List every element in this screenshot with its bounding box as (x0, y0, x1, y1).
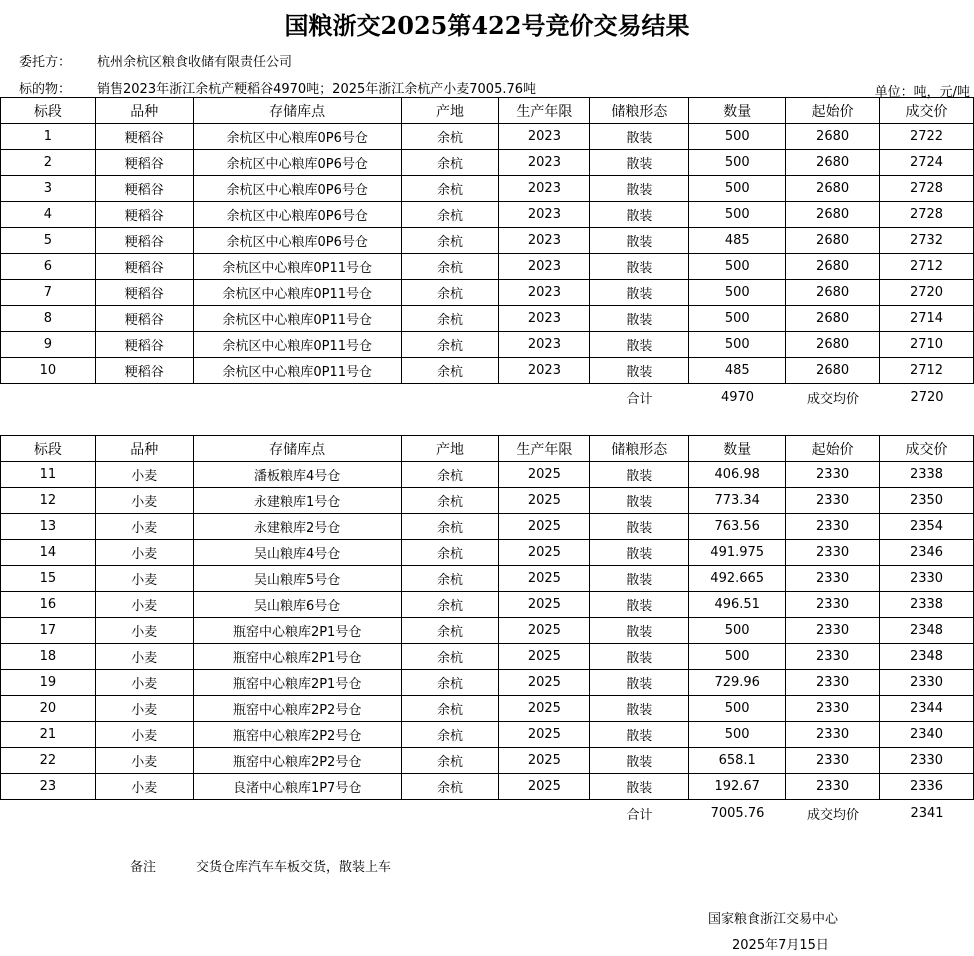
column-header: 品种 (95, 436, 193, 462)
storage-location-cell: 吴山粮库4号仓 (193, 540, 401, 566)
production-year-cell: 2025 (499, 618, 590, 644)
production-year-cell: 2025 (499, 566, 590, 592)
deal-price-cell: 2354 (880, 514, 974, 540)
lot-cell: 11 (1, 462, 96, 488)
production-year-cell: 2023 (499, 124, 590, 150)
quantity-cell: 496.51 (689, 592, 786, 618)
table-row (1, 488, 974, 514)
variety-cell: 小麦 (95, 488, 193, 514)
page-title: 国粮浙交2025第422号竞价交易结果 (284, 11, 690, 40)
lot-cell: 3 (1, 176, 96, 202)
issuer-name: 国家粮食浙江交易中心 (708, 912, 839, 927)
start-price-cell: 2330 (786, 670, 880, 696)
quantity-cell: 500 (689, 150, 786, 176)
production-year-cell: 2025 (499, 592, 590, 618)
quantity-cell: 729.96 (689, 670, 786, 696)
lot-cell: 4 (1, 202, 96, 228)
origin-cell: 余杭 (401, 774, 499, 800)
variety-cell: 粳稻谷 (95, 150, 193, 176)
lot-cell: 12 (1, 488, 96, 514)
storage-form-cell: 散装 (590, 618, 689, 644)
start-price-cell: 2330 (786, 592, 880, 618)
storage-form-cell: 散装 (590, 358, 689, 384)
column-header: 标段 (1, 436, 96, 462)
deal-price-cell: 2714 (880, 306, 974, 332)
storage-location-cell: 吴山粮库6号仓 (193, 592, 401, 618)
storage-form-cell: 散装 (590, 176, 689, 202)
variety-cell: 小麦 (95, 722, 193, 748)
start-price-cell: 2680 (786, 150, 880, 176)
production-year-cell: 2023 (499, 228, 590, 254)
storage-location-cell: 余杭区中心粮库0P6号仓 (193, 150, 401, 176)
table-row (1, 514, 974, 540)
lot-cell: 10 (1, 358, 96, 384)
storage-form-cell: 散装 (590, 514, 689, 540)
variety-cell: 小麦 (95, 670, 193, 696)
quantity-cell: 500 (689, 618, 786, 644)
table-row (1, 280, 974, 306)
deal-price-cell: 2348 (880, 618, 974, 644)
production-year-cell: 2025 (499, 722, 590, 748)
wheat-results-table (0, 435, 974, 800)
quantity-cell: 500 (689, 644, 786, 670)
column-header: 产地 (401, 436, 499, 462)
storage-location-cell: 良渚中心粮库1P7号仓 (193, 774, 401, 800)
production-year-cell: 2025 (499, 644, 590, 670)
start-price-cell: 2330 (786, 514, 880, 540)
column-header: 起始价 (786, 98, 880, 124)
start-price-cell: 2330 (786, 644, 880, 670)
column-header: 标段 (1, 98, 96, 124)
origin-cell: 余杭 (401, 358, 499, 384)
production-year-cell: 2023 (499, 254, 590, 280)
storage-location-cell: 瓶窑中心粮库2P2号仓 (193, 696, 401, 722)
client-value: 杭州余杭区粮食收储有限责任公司 (97, 55, 293, 70)
start-price-cell: 2330 (786, 566, 880, 592)
origin-cell: 余杭 (401, 202, 499, 228)
quantity-cell: 500 (689, 280, 786, 306)
lot-cell: 7 (1, 280, 96, 306)
production-year-cell: 2025 (499, 514, 590, 540)
deal-price-cell: 2722 (880, 124, 974, 150)
avg-price-label: 成交均价 (806, 391, 859, 407)
lot-cell: 16 (1, 592, 96, 618)
avg-price: 2720 (910, 389, 944, 405)
total-quantity: 7005.76 (710, 805, 765, 821)
deal-price-cell: 2330 (880, 748, 974, 774)
storage-location-cell: 瓶窑中心粮库2P2号仓 (193, 748, 401, 774)
avg-price: 2341 (910, 805, 944, 821)
production-year-cell: 2023 (499, 202, 590, 228)
start-price-cell: 2330 (786, 748, 880, 774)
lot-cell: 17 (1, 618, 96, 644)
column-header: 生产年限 (499, 436, 590, 462)
table-row (1, 358, 974, 384)
origin-cell: 余杭 (401, 722, 499, 748)
table-row (1, 696, 974, 722)
variety-cell: 小麦 (95, 540, 193, 566)
storage-form-cell: 散装 (590, 592, 689, 618)
lot-cell: 1 (1, 124, 96, 150)
start-price-cell: 2680 (786, 332, 880, 358)
production-year-cell: 2025 (499, 670, 590, 696)
deal-price-cell: 2338 (880, 462, 974, 488)
production-year-cell: 2025 (499, 540, 590, 566)
origin-cell: 余杭 (401, 176, 499, 202)
wheat-total-row (0, 800, 974, 826)
origin-cell: 余杭 (401, 748, 499, 774)
production-year-cell: 2025 (499, 748, 590, 774)
table-row (1, 150, 974, 176)
table-row (1, 722, 974, 748)
variety-cell: 粳稻谷 (95, 254, 193, 280)
origin-cell: 余杭 (401, 618, 499, 644)
client-label: 委托方： (19, 55, 72, 70)
quantity-cell: 763.56 (689, 514, 786, 540)
storage-form-cell: 散装 (590, 332, 689, 358)
lot-cell: 14 (1, 540, 96, 566)
rice-results-table (0, 97, 974, 384)
table-row (1, 306, 974, 332)
quantity-cell: 500 (689, 202, 786, 228)
storage-location-cell: 余杭区中心粮库0P6号仓 (193, 228, 401, 254)
variety-cell: 粳稻谷 (95, 280, 193, 306)
production-year-cell: 2025 (499, 488, 590, 514)
lot-cell: 20 (1, 696, 96, 722)
start-price-cell: 2330 (786, 618, 880, 644)
lot-cell: 23 (1, 774, 96, 800)
variety-cell: 小麦 (95, 774, 193, 800)
table-row (1, 228, 974, 254)
column-header: 品种 (95, 98, 193, 124)
storage-form-cell: 散装 (590, 670, 689, 696)
table-row (1, 462, 974, 488)
quantity-cell: 773.34 (689, 488, 786, 514)
subject-value: 销售2023年浙江余杭产粳稻谷4970吨；2025年浙江余杭产小麦7005.76吨 (97, 82, 537, 97)
column-header: 起始价 (786, 436, 880, 462)
storage-form-cell: 散装 (590, 774, 689, 800)
quantity-cell: 491.975 (689, 540, 786, 566)
rice-total-row (0, 384, 974, 410)
start-price-cell: 2330 (786, 722, 880, 748)
storage-form-cell: 散装 (590, 566, 689, 592)
deal-price-cell: 2724 (880, 150, 974, 176)
variety-cell: 小麦 (95, 592, 193, 618)
origin-cell: 余杭 (401, 592, 499, 618)
storage-location-cell: 永建粮库2号仓 (193, 514, 401, 540)
start-price-cell: 2680 (786, 358, 880, 384)
storage-location-cell: 瓶窑中心粮库2P1号仓 (193, 644, 401, 670)
origin-cell: 余杭 (401, 670, 499, 696)
start-price-cell: 2330 (786, 696, 880, 722)
storage-location-cell: 余杭区中心粮库0P6号仓 (193, 124, 401, 150)
column-header: 数量 (689, 98, 786, 124)
storage-form-cell: 散装 (590, 462, 689, 488)
storage-location-cell: 余杭区中心粮库0P11号仓 (193, 254, 401, 280)
deal-price-cell: 2720 (880, 280, 974, 306)
deal-price-cell: 2338 (880, 592, 974, 618)
deal-price-cell: 2346 (880, 540, 974, 566)
table-row (1, 748, 974, 774)
production-year-cell: 2023 (499, 150, 590, 176)
quantity-cell: 500 (689, 254, 786, 280)
origin-cell: 余杭 (401, 644, 499, 670)
deal-price-cell: 2712 (880, 254, 974, 280)
column-header: 储粮形态 (590, 98, 689, 124)
origin-cell: 余杭 (401, 150, 499, 176)
deal-price-cell: 2344 (880, 696, 974, 722)
quantity-cell: 658.1 (689, 748, 786, 774)
quantity-cell: 500 (689, 176, 786, 202)
storage-form-cell: 散装 (590, 202, 689, 228)
table-row (1, 124, 974, 150)
storage-form-cell: 散装 (590, 644, 689, 670)
variety-cell: 小麦 (95, 748, 193, 774)
lot-cell: 15 (1, 566, 96, 592)
total-label: 合计 (626, 807, 653, 823)
start-price-cell: 2680 (786, 176, 880, 202)
start-price-cell: 2680 (786, 280, 880, 306)
deal-price-cell: 2348 (880, 644, 974, 670)
start-price-cell: 2680 (786, 202, 880, 228)
quantity-cell: 500 (689, 696, 786, 722)
issue-date: 2025年7月15日 (732, 938, 829, 953)
column-header: 成交价 (880, 436, 974, 462)
storage-location-cell: 瓶窑中心粮库2P2号仓 (193, 722, 401, 748)
table-row (1, 618, 974, 644)
lot-cell: 9 (1, 332, 96, 358)
lot-cell: 18 (1, 644, 96, 670)
variety-cell: 粳稻谷 (95, 124, 193, 150)
storage-form-cell: 散装 (590, 124, 689, 150)
deal-price-cell: 2350 (880, 488, 974, 514)
lot-cell: 6 (1, 254, 96, 280)
storage-form-cell: 散装 (590, 696, 689, 722)
storage-location-cell: 潘板粮库4号仓 (193, 462, 401, 488)
deal-price-cell: 2712 (880, 358, 974, 384)
storage-location-cell: 瓶窑中心粮库2P1号仓 (193, 618, 401, 644)
deal-price-cell: 2330 (880, 566, 974, 592)
origin-cell: 余杭 (401, 696, 499, 722)
storage-form-cell: 散装 (590, 306, 689, 332)
origin-cell: 余杭 (401, 488, 499, 514)
quantity-cell: 485 (689, 358, 786, 384)
production-year-cell: 2025 (499, 696, 590, 722)
quantity-cell: 406.98 (689, 462, 786, 488)
lot-cell: 5 (1, 228, 96, 254)
storage-form-cell: 散装 (590, 488, 689, 514)
storage-location-cell: 余杭区中心粮库0P11号仓 (193, 280, 401, 306)
lot-cell: 19 (1, 670, 96, 696)
origin-cell: 余杭 (401, 514, 499, 540)
lot-cell: 2 (1, 150, 96, 176)
storage-location-cell: 余杭区中心粮库0P6号仓 (193, 176, 401, 202)
quantity-cell: 500 (689, 306, 786, 332)
remark-text: 交货仓库汽车车板交货，散装上车 (196, 860, 392, 875)
origin-cell: 余杭 (401, 280, 499, 306)
storage-form-cell: 散装 (590, 254, 689, 280)
variety-cell: 粳稻谷 (95, 228, 193, 254)
storage-location-cell: 余杭区中心粮库0P11号仓 (193, 332, 401, 358)
start-price-cell: 2330 (786, 462, 880, 488)
variety-cell: 小麦 (95, 462, 193, 488)
storage-location-cell: 永建粮库1号仓 (193, 488, 401, 514)
subject-label: 标的物： (19, 82, 72, 97)
deal-price-cell: 2330 (880, 670, 974, 696)
start-price-cell: 2680 (786, 254, 880, 280)
variety-cell: 粳稻谷 (95, 358, 193, 384)
storage-form-cell: 散装 (590, 748, 689, 774)
start-price-cell: 2330 (786, 488, 880, 514)
storage-location-cell: 吴山粮库5号仓 (193, 566, 401, 592)
variety-cell: 小麦 (95, 618, 193, 644)
storage-location-cell: 余杭区中心粮库0P11号仓 (193, 306, 401, 332)
column-header: 储粮形态 (590, 436, 689, 462)
quantity-cell: 500 (689, 124, 786, 150)
deal-price-cell: 2728 (880, 202, 974, 228)
production-year-cell: 2023 (499, 280, 590, 306)
column-header: 生产年限 (499, 98, 590, 124)
deal-price-cell: 2340 (880, 722, 974, 748)
production-year-cell: 2023 (499, 358, 590, 384)
storage-form-cell: 散装 (590, 280, 689, 306)
deal-price-cell: 2732 (880, 228, 974, 254)
variety-cell: 小麦 (95, 514, 193, 540)
variety-cell: 小麦 (95, 696, 193, 722)
table-row (1, 592, 974, 618)
production-year-cell: 2025 (499, 462, 590, 488)
deal-price-cell: 2710 (880, 332, 974, 358)
lot-cell: 22 (1, 748, 96, 774)
variety-cell: 小麦 (95, 566, 193, 592)
variety-cell: 粳稻谷 (95, 306, 193, 332)
avg-price-label: 成交均价 (806, 807, 859, 823)
table-row (1, 540, 974, 566)
lot-cell: 13 (1, 514, 96, 540)
storage-form-cell: 散装 (590, 150, 689, 176)
origin-cell: 余杭 (401, 540, 499, 566)
column-header: 存储库点 (193, 98, 401, 124)
remark-label: 备注 (130, 860, 157, 875)
table-row (1, 644, 974, 670)
storage-location-cell: 余杭区中心粮库0P6号仓 (193, 202, 401, 228)
total-quantity: 4970 (720, 389, 755, 405)
table-row (1, 176, 974, 202)
variety-cell: 粳稻谷 (95, 332, 193, 358)
quantity-cell: 500 (689, 332, 786, 358)
origin-cell: 余杭 (401, 462, 499, 488)
deal-price-cell: 2728 (880, 176, 974, 202)
production-year-cell: 2023 (499, 332, 590, 358)
column-header: 产地 (401, 98, 499, 124)
start-price-cell: 2330 (786, 774, 880, 800)
storage-form-cell: 散装 (590, 722, 689, 748)
production-year-cell: 2023 (499, 176, 590, 202)
total-label: 合计 (626, 391, 653, 407)
table-row (1, 774, 974, 800)
variety-cell: 粳稻谷 (95, 202, 193, 228)
variety-cell: 小麦 (95, 644, 193, 670)
table-row (1, 566, 974, 592)
lot-cell: 8 (1, 306, 96, 332)
start-price-cell: 2680 (786, 124, 880, 150)
origin-cell: 余杭 (401, 254, 499, 280)
origin-cell: 余杭 (401, 306, 499, 332)
origin-cell: 余杭 (401, 124, 499, 150)
origin-cell: 余杭 (401, 566, 499, 592)
variety-cell: 粳稻谷 (95, 176, 193, 202)
quantity-cell: 492.665 (689, 566, 786, 592)
quantity-cell: 485 (689, 228, 786, 254)
unit-note: 单位：吨，元/吨 (874, 85, 970, 100)
table-row (1, 254, 974, 280)
quantity-cell: 192.67 (689, 774, 786, 800)
origin-cell: 余杭 (401, 228, 499, 254)
column-header: 成交价 (880, 98, 974, 124)
origin-cell: 余杭 (401, 332, 499, 358)
table-row (1, 670, 974, 696)
table-header-row (1, 436, 974, 462)
start-price-cell: 2680 (786, 306, 880, 332)
start-price-cell: 2330 (786, 540, 880, 566)
production-year-cell: 2025 (499, 774, 590, 800)
column-header: 存储库点 (193, 436, 401, 462)
production-year-cell: 2023 (499, 306, 590, 332)
start-price-cell: 2680 (786, 228, 880, 254)
table-header-row (1, 98, 974, 124)
table-row (1, 332, 974, 358)
storage-location-cell: 余杭区中心粮库0P11号仓 (193, 358, 401, 384)
column-header: 数量 (689, 436, 786, 462)
lot-cell: 21 (1, 722, 96, 748)
table-row (1, 202, 974, 228)
storage-form-cell: 散装 (590, 228, 689, 254)
deal-price-cell: 2336 (880, 774, 974, 800)
storage-location-cell: 瓶窑中心粮库2P1号仓 (193, 670, 401, 696)
quantity-cell: 500 (689, 722, 786, 748)
storage-form-cell: 散装 (590, 540, 689, 566)
